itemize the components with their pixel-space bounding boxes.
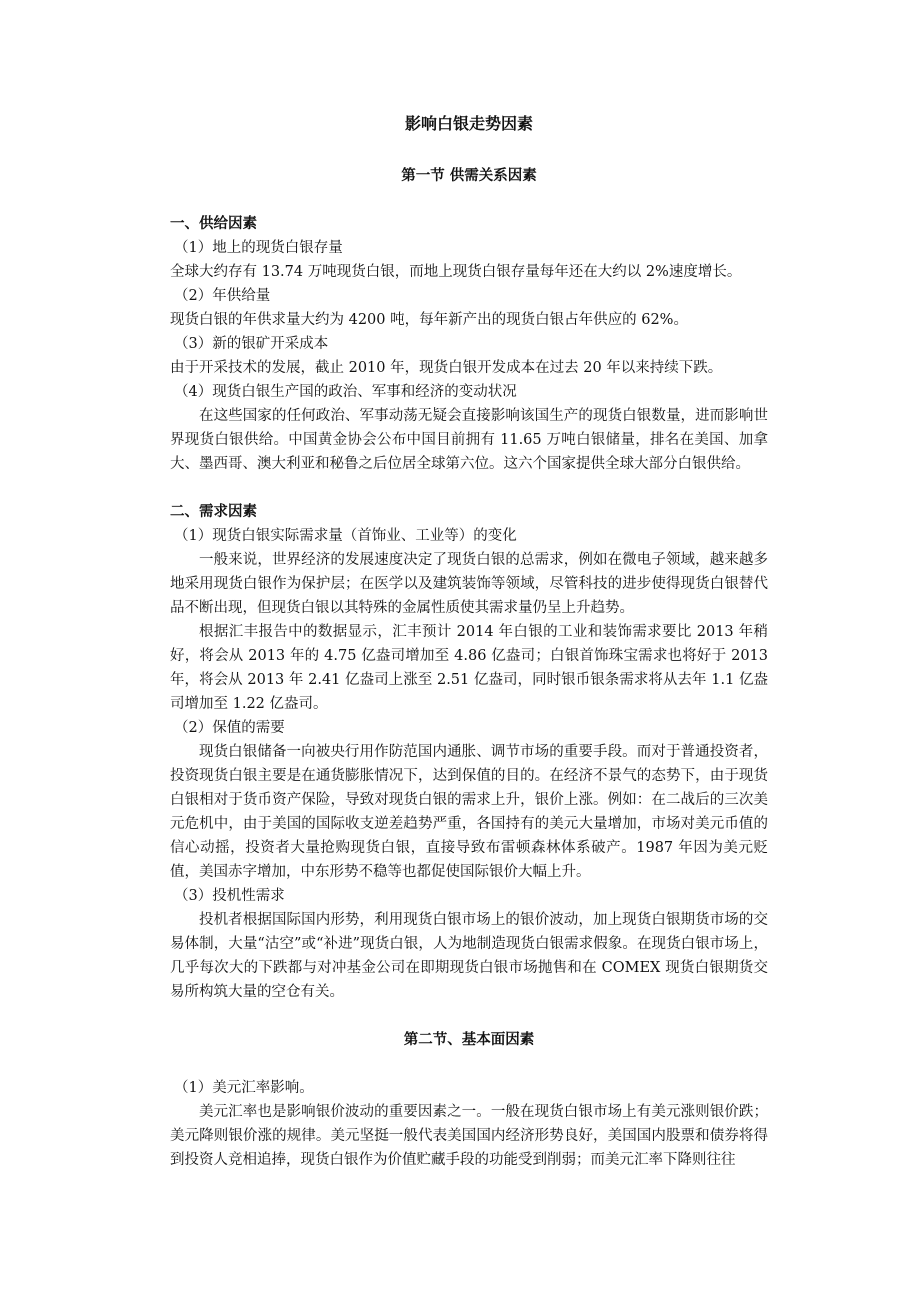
demand-item3-label: （3）投机性需求 <box>174 888 285 904</box>
supply-item1-label: （1）地上的现货白银存量 <box>174 240 343 256</box>
demand-item1-paragraph1: 一般来说，世界经济的发展速度决定了现货白银的总需求，例如在微电子领域，越来越多地采用现货白银作为保护层；在医学以及建筑装饰等领域，尽管科技的进步使得现货白银替代品不断出现，但现货白银以其特殊的金属性质使其需求量仍呈上升趋势。 <box>170 552 768 616</box>
supply-item4-text: 在这些国家的任何政治、军事动荡无疑会直接影响该国生产的现货白银数量，进而影响世界现货白银供给。中国黄金协会公布中国目前拥有 11.65 万吨白银储量，排名在美国、加拿大、墨西哥、澳大利亚和秘鲁之后位居全球第六位。这六个国家提供全球大部分白银供给。 <box>170 408 768 472</box>
supply-item2-label: （2）年供给量 <box>174 288 271 304</box>
document-page <box>170 108 768 1172</box>
supply-item4-label: （4）现货白银生产国的政治、军事和经济的变动状况 <box>174 384 517 400</box>
spacer <box>170 476 768 500</box>
supply-heading: 一、供给因素 <box>170 215 257 232</box>
section2-item1-paragraph: 美元汇率也是影响银价波动的重要因素之一。一般在现货白银市场上有美元涨则银价跌；美元降则银价涨的规律。美元坚挺一般代表美国国内经济形势良好，美国国内股票和债券将得到投资人竞相追捧，现货白银作为价值贮藏手段的功能受到削弱；而美元汇率下降则往往 <box>170 1104 768 1168</box>
section1-heading: 第一节 供需关系因素 <box>401 167 537 184</box>
demand-heading: 二、需求因素 <box>170 503 257 520</box>
supply-item2-text: 现货白银的年供求量大约为 4200 吨，每年新产出的现货白银占年供应的 62%。 <box>170 312 688 328</box>
document-title: 影响白银走势因素 <box>404 114 533 133</box>
demand-item3-paragraph: 投机者根据国际国内形势，利用现货白银市场上的银价波动，加上现货白银期货市场的交易体制，大量“沽空”或“补进”现货白银，人为地制造现货白银需求假象。在现货白银市场上，几乎每次大的下跌都与对冲基金公司在即期现货白银市场抛售和在 COMEX 现货白银期货交易所构筑大量的空仓有关。 <box>170 912 768 1000</box>
demand-item1-paragraph2: 根据汇丰报告中的数据显示，汇丰预计 2014 年白银的工业和装饰需求要比 2013 年稍好，将会从 2013 年的 4.75 亿盎司增加至 4.86 亿盎司；白银首饰珠宝需求也将好于 2013 年，将会从 2013 年 2.41 亿盎司上涨至 2.51 亿盎司，同时银币银条需求将从去年 1.1 亿盎司增加至 1.22 亿盎司。 <box>170 624 768 712</box>
section2-item1-label: （1）美元汇率影响。 <box>174 1080 314 1096</box>
supply-item1-text: 全球大约存有 13.74 万吨现货白银，而地上现货白银存量每年还在大约以 2%速度增长。 <box>170 264 742 280</box>
section2-heading: 第二节、基本面因素 <box>403 1031 535 1048</box>
supply-item3-text: 由于开采技术的发展，截止 2010 年，现货白银开发成本在过去 20 年以来持续下跌。 <box>170 360 723 376</box>
demand-item2-paragraph: 现货白银储备一向被央行用作防范国内通胀、调节市场的重要手段。而对于普通投资者，投资现货白银主要是在通货膨胀情况下，达到保值的目的。在经济不景气的态势下，由于现货白银相对于货币资产保险，导致对现货白银的需求上升，银价上涨。例如：在二战后的三次美元危机中，由于美国的国际收支逆差趋势严重，各国持有的美元大量增加，市场对美元币值的信心动摇，投资者大量抢购现货白银，直接导致布雷顿森林体系破产。1987 年因为美元贬值，美国赤字增加，中东形势不稳等也都促使国际银价大幅上升。 <box>170 744 768 880</box>
spacer <box>170 1004 768 1028</box>
supply-item3-label: （3）新的银矿开采成本 <box>174 336 329 352</box>
demand-item1-label: （1）现货白银实际需求量（首饰业、工业等）的变化 <box>174 528 517 544</box>
demand-item2-label: （2）保值的需要 <box>174 720 285 736</box>
